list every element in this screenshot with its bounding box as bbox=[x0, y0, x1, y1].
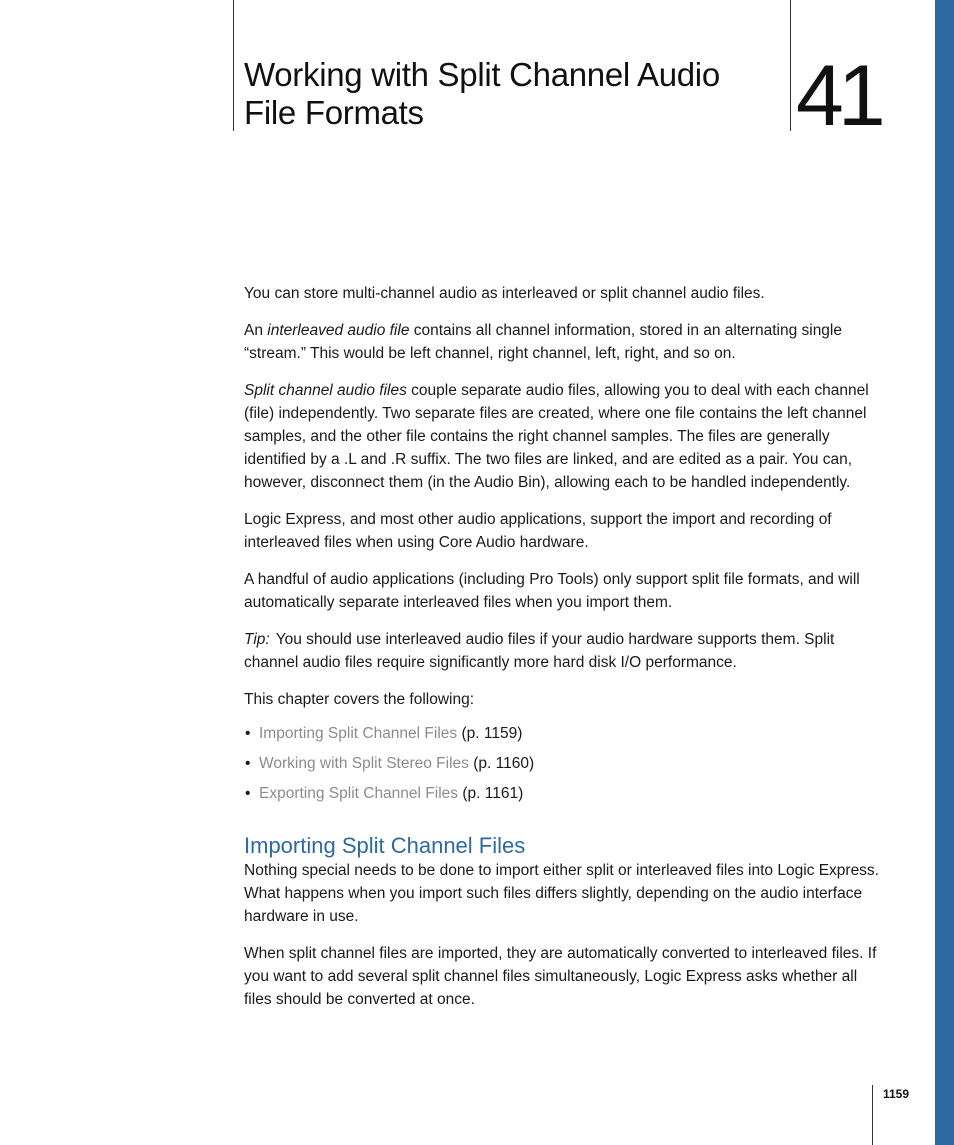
page-number: 1159 bbox=[883, 1087, 910, 1101]
tip-label: Tip: bbox=[244, 631, 270, 648]
toc-intro: This chapter covers the following: bbox=[244, 691, 475, 708]
footer-rule bbox=[872, 1085, 873, 1145]
toc-page-ref: (p. 1159) bbox=[457, 725, 523, 742]
intro-paragraph-5: A handful of audio applications (including Pro Tools) only support split file formats, and will automatically separate interleaved files when you import them. bbox=[244, 571, 860, 611]
chapter-body bbox=[244, 282, 884, 1025]
toc-item bbox=[244, 719, 884, 749]
toc-list bbox=[244, 719, 884, 809]
intro-paragraph-2 bbox=[244, 319, 884, 365]
bullet: • bbox=[245, 785, 251, 802]
toc-item bbox=[244, 749, 884, 779]
p3-rest: couple separate audio files, allowing you to deal with each channel (file) independently. Two separate files are created, where one file contains the left channel samples, and the other file contains the right channel samples. The files are generally identified by a .L and .R suffix. The two files are linked, and are edited as a pair. You can, however, disconnect them (in the Audio Bin), allowing each to be handled independently. bbox=[244, 382, 869, 491]
p2-lead: An bbox=[244, 322, 268, 339]
chapter-number: 41 bbox=[796, 48, 880, 144]
toc-item bbox=[244, 779, 884, 809]
term-interleaved: interleaved audio file bbox=[267, 322, 410, 339]
toc-link-importing[interactable]: Importing Split Channel Files bbox=[259, 725, 458, 742]
header-rule-right bbox=[790, 0, 791, 131]
toc-page-ref: (p. 1160) bbox=[468, 755, 535, 772]
intro-paragraph-3 bbox=[244, 379, 884, 494]
toc-link-exporting[interactable]: Exporting Split Channel Files bbox=[259, 785, 459, 802]
toc-link-stereo[interactable]: Working with Split Stereo Files bbox=[259, 755, 469, 772]
section-heading: Importing Split Channel Files bbox=[244, 833, 526, 858]
term-split-channel: Split channel audio files bbox=[244, 382, 407, 399]
side-color-bar bbox=[935, 0, 954, 1145]
toc-page-ref: (p. 1161) bbox=[458, 785, 524, 802]
intro-paragraph-1: You can store multi-channel audio as interleaved or split channel audio files. bbox=[244, 285, 765, 302]
section-paragraph-2: When split channel files are imported, they are automatically converted to interleaved files. If you want to add several split channel files simultaneously, Logic Express asks whether all files should be converted at once. bbox=[244, 945, 877, 1008]
tip-paragraph bbox=[244, 628, 884, 674]
p2-rest: contains all channel information, stored in an alternating single “stream.” This would be left channel, right channel, left, right, and so on. bbox=[244, 322, 842, 362]
chapter-title: Working with Split Channel Audio File Formats bbox=[244, 56, 720, 131]
section-paragraph-1: Nothing special needs to be done to import either split or interleaved files into Logic Express. What happens when you import such files differs slightly, depending on the audio interface hardware in use. bbox=[244, 862, 879, 925]
bullet: • bbox=[245, 755, 251, 772]
tip-text: You should use interleaved audio files if your audio hardware supports them. Split channel audio files require significantly more hard disk I/O performance. bbox=[244, 631, 835, 671]
bullet: • bbox=[245, 725, 251, 742]
intro-paragraph-4: Logic Express, and most other audio applications, support the import and recording of interleaved files when using Core Audio hardware. bbox=[244, 511, 832, 551]
header-rule-left bbox=[233, 0, 234, 131]
